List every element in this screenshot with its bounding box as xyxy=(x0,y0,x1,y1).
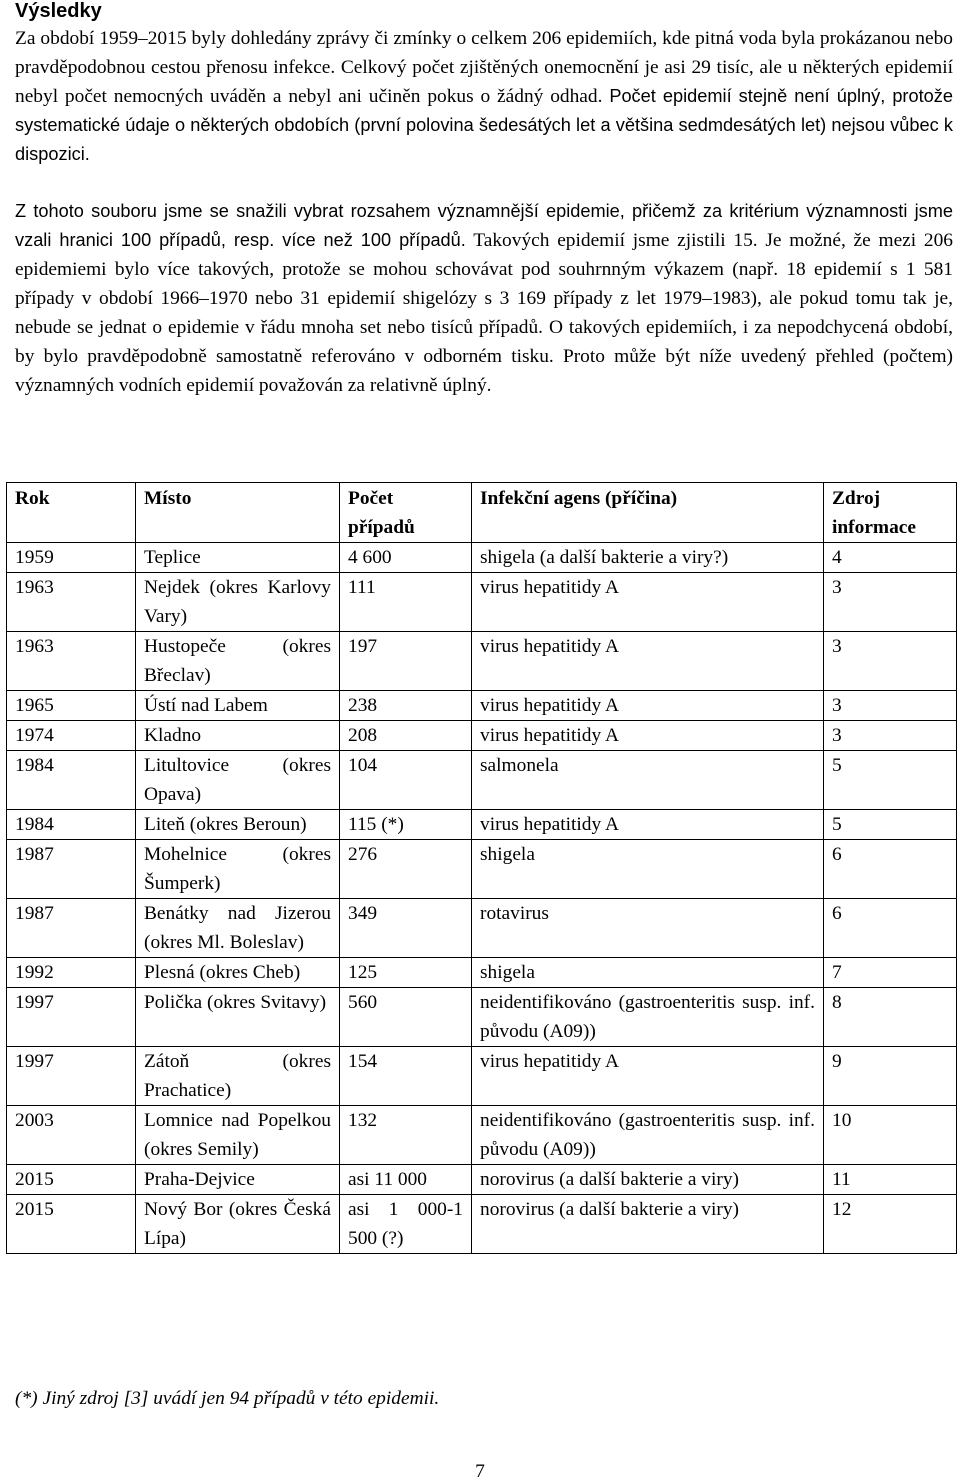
cell-source: 9 xyxy=(824,1047,957,1106)
cell-source: 10 xyxy=(824,1106,957,1165)
cell-source: 5 xyxy=(824,751,957,810)
cell-agent: virus hepatitidy A xyxy=(472,810,824,840)
table-row xyxy=(7,840,957,899)
table-row xyxy=(7,1047,957,1106)
table-row xyxy=(7,1106,957,1165)
cell-count: 115 (*) xyxy=(340,810,472,840)
cell-source: 6 xyxy=(824,899,957,958)
cell-place: Liteň (okres Beroun) xyxy=(136,810,340,840)
cell-year: 1963 xyxy=(7,632,136,691)
cell-place: Mohelnice (okres Šumperk) xyxy=(136,840,340,899)
cell-year: 1965 xyxy=(7,691,136,721)
cell-count: 560 xyxy=(340,988,472,1047)
header-year: Rok xyxy=(7,483,136,543)
cell-agent: shigela (a další bakterie a viry?) xyxy=(472,543,824,573)
cell-year: 1987 xyxy=(7,899,136,958)
table-row xyxy=(7,899,957,958)
table-row xyxy=(7,988,957,1047)
cell-count: 238 xyxy=(340,691,472,721)
cell-place: Polička (okres Svitavy) xyxy=(136,988,340,1047)
cell-year: 1974 xyxy=(7,721,136,751)
cell-place: Lomnice nad Popelkou (okres Semily) xyxy=(136,1106,340,1165)
cell-count: 349 xyxy=(340,899,472,958)
cell-source: 3 xyxy=(824,573,957,632)
cell-year: 1984 xyxy=(7,810,136,840)
paragraph-selection-serif: Takových epidemií jsme zjistili 15. Je možné, že mezi 206 epidemiemi bylo více takových, protože se mohou schovávat pod souhrnným výkazem (např. 18 epidemií s 1 581 případy v období 1966–1970 nebo 31 epidemií shigelózy s 3 169 případy z let 1979–1983), ale pokud tomu tak je, nebude se jednat o epidemie v řádu mnoha set nebo tisíců případů. O takových epidemiích, i za nepodchycená období, by bylo pravděpodobně samostatně referováno v odborném tisku. Proto může být níže uvedený přehled (počtem) významných vodních epidemií považován za relativně úplný. xyxy=(15,230,954,396)
header-count: Počet případů xyxy=(340,483,472,543)
cell-agent: neidentifikováno (gastroenteritis susp. inf. původu (A09)) xyxy=(472,988,824,1047)
table-footnote: (*) Jiný zdroj [3] uvádí jen 94 případů v této epidemii. xyxy=(15,1388,440,1409)
table-row xyxy=(7,958,957,988)
cell-year: 1963 xyxy=(7,573,136,632)
paragraph-summary xyxy=(15,24,953,169)
cell-agent: shigela xyxy=(472,840,824,899)
cell-year: 1984 xyxy=(7,751,136,810)
cell-agent: neidentifikováno (gastroenteritis susp. inf. původu (A09)) xyxy=(472,1106,824,1165)
cell-place: Nejdek (okres Karlovy Vary) xyxy=(136,573,340,632)
cell-place: Teplice xyxy=(136,543,340,573)
header-agent: Infekční agens (příčina) xyxy=(472,483,824,543)
table-row xyxy=(7,1165,957,1195)
table-row xyxy=(7,810,957,840)
table-header-row xyxy=(7,483,957,543)
cell-agent: virus hepatitidy A xyxy=(472,721,824,751)
cell-count: asi 11 000 xyxy=(340,1165,472,1195)
cell-place: Zátoň (okres Prachatice) xyxy=(136,1047,340,1106)
cell-agent: salmonela xyxy=(472,751,824,810)
table-row xyxy=(7,573,957,632)
cell-count: 197 xyxy=(340,632,472,691)
cell-year: 2015 xyxy=(7,1195,136,1254)
cell-year: 1997 xyxy=(7,988,136,1047)
cell-count: 208 xyxy=(340,721,472,751)
cell-source: 7 xyxy=(824,958,957,988)
header-place: Místo xyxy=(136,483,340,543)
cell-agent: virus hepatitidy A xyxy=(472,1047,824,1106)
epidemics-table xyxy=(6,482,957,1254)
paragraph-summary-sans: Počet epidemií stejně není úplný, protože systematické údaje o některých obdobích (první polovina šedesátých let a většina sedmdesátých let) nejsou vůbec k dispozici. xyxy=(15,86,953,164)
cell-source: 8 xyxy=(824,988,957,1047)
table-row xyxy=(7,751,957,810)
cell-source: 3 xyxy=(824,691,957,721)
cell-year: 1987 xyxy=(7,840,136,899)
cell-agent: norovirus (a další bakterie a viry) xyxy=(472,1195,824,1254)
cell-source: 5 xyxy=(824,810,957,840)
cell-count: 4 600 xyxy=(340,543,472,573)
cell-place: Litultovice (okres Opava) xyxy=(136,751,340,810)
cell-count: 154 xyxy=(340,1047,472,1106)
cell-source: 4 xyxy=(824,543,957,573)
cell-count: 104 xyxy=(340,751,472,810)
cell-source: 3 xyxy=(824,721,957,751)
cell-agent: virus hepatitidy A xyxy=(472,691,824,721)
paragraph-selection xyxy=(15,197,953,400)
table-row xyxy=(7,543,957,573)
cell-source: 11 xyxy=(824,1165,957,1195)
cell-place: Nový Bor (okres Česká Lípa) xyxy=(136,1195,340,1254)
paragraph-selection-sans: Z tohoto souboru jsme se snažili vybrat rozsahem významnější epidemie, přičemž za kritérium významnosti jsme vzali hranici 100 případů, resp. více než 100 případů. xyxy=(15,201,953,250)
cell-place: Benátky nad Jizerou (okres Ml. Boleslav) xyxy=(136,899,340,958)
cell-place: Hustopeče (okres Břeclav) xyxy=(136,632,340,691)
cell-agent: virus hepatitidy A xyxy=(472,632,824,691)
cell-year: 1997 xyxy=(7,1047,136,1106)
header-source: Zdroj informace xyxy=(824,483,957,543)
cell-count: 132 xyxy=(340,1106,472,1165)
cell-agent: virus hepatitidy A xyxy=(472,573,824,632)
table-row xyxy=(7,691,957,721)
cell-source: 12 xyxy=(824,1195,957,1254)
cell-place: Ústí nad Labem xyxy=(136,691,340,721)
cell-place: Kladno xyxy=(136,721,340,751)
cell-count: asi 1 000-1 500 (?) xyxy=(340,1195,472,1254)
section-heading: Výsledky xyxy=(15,0,102,22)
cell-year: 2003 xyxy=(7,1106,136,1165)
cell-source: 3 xyxy=(824,632,957,691)
cell-year: 1992 xyxy=(7,958,136,988)
cell-source: 6 xyxy=(824,840,957,899)
cell-count: 111 xyxy=(340,573,472,632)
cell-year: 2015 xyxy=(7,1165,136,1195)
page-number: 7 xyxy=(475,1461,485,1482)
cell-year: 1959 xyxy=(7,543,136,573)
table-row xyxy=(7,632,957,691)
cell-agent: shigela xyxy=(472,958,824,988)
cell-place: Plesná (okres Cheb) xyxy=(136,958,340,988)
table-row xyxy=(7,721,957,751)
table-body xyxy=(7,543,957,1254)
cell-count: 276 xyxy=(340,840,472,899)
cell-place: Praha-Dejvice xyxy=(136,1165,340,1195)
cell-agent: rotavirus xyxy=(472,899,824,958)
cell-agent: norovirus (a další bakterie a viry) xyxy=(472,1165,824,1195)
cell-count: 125 xyxy=(340,958,472,988)
table-row xyxy=(7,1195,957,1254)
paragraph-summary-serif: Za období 1959–2015 byly dohledány zprávy či zmínky o celkem 206 epidemiích, kde pitná voda byla prokázanou nebo pravděpodobnou cestou přenosu infekce. Celkový počet zjištěných onemocnění je asi 29 tisíc, ale u některých epidemií nebyl počet nemocných uváděn a nebyl ani učiněn pokus o žádný odhad. xyxy=(15,28,953,107)
